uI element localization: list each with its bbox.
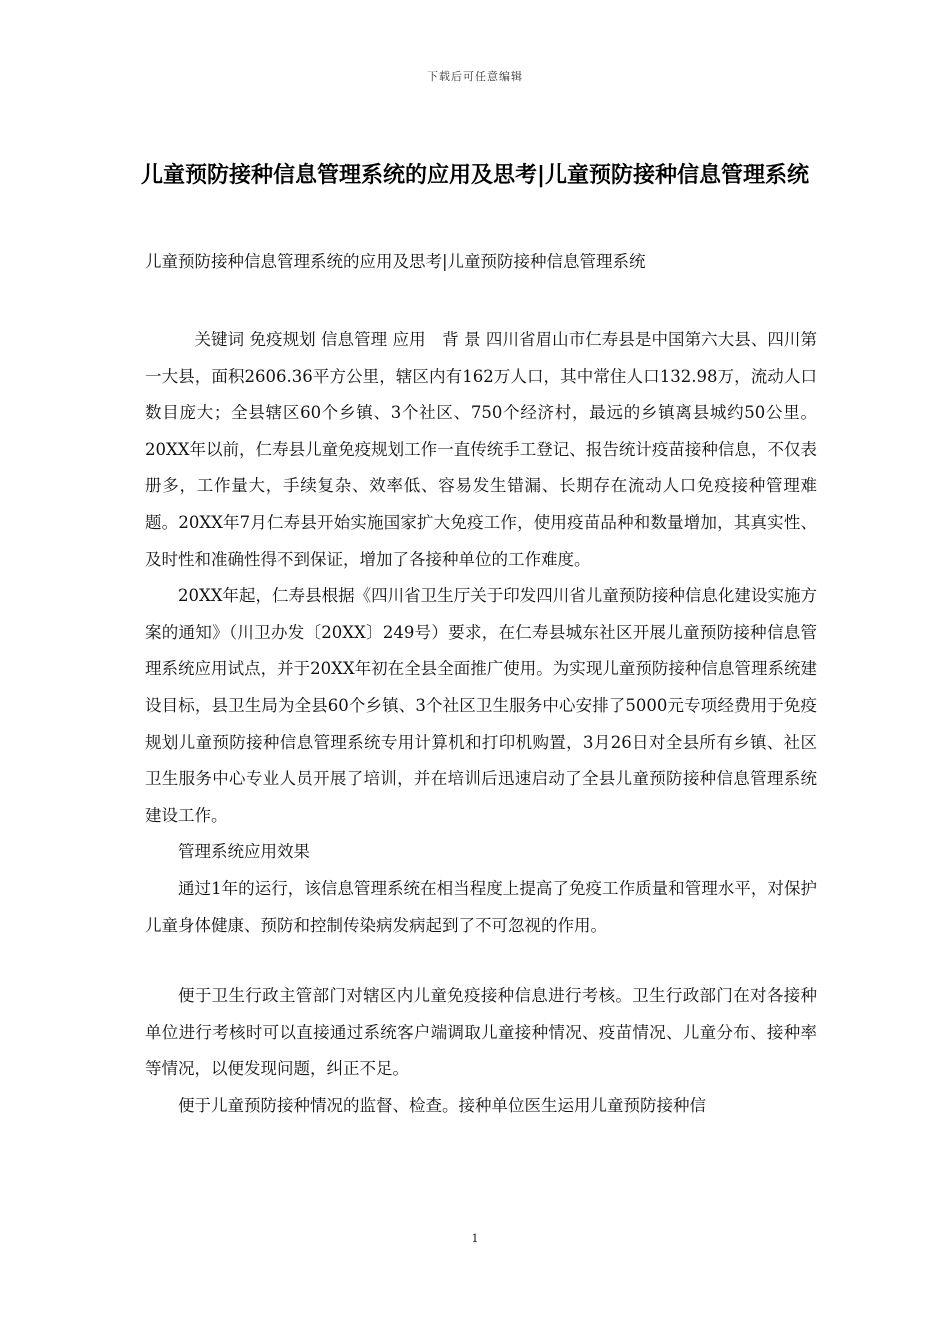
document-subtitle: 儿童预防接种信息管理系统的应用及思考|儿童预防接种信息管理系统 [145, 252, 646, 271]
paragraph-operation-result: 通过1年的运行，该信息管理系统在相当程度上提高了免疫工作质量和管理水平，对保护儿童身体健康、预防和控制传染病发病起到了不可忽视的作用。 [145, 878, 817, 935]
header-note: 下载后可任意编辑 [427, 70, 523, 83]
paragraph-assessment: 便于卫生行政主管部门对辖区内儿童免疫接种信息进行考核。卫生行政部门在对各接种单位进行考核时可以直接通过系统客户端调取儿童接种情况、疫苗情况、儿童分布、接种率等情况，以便发现问题，纠正不足。 [145, 986, 817, 1079]
page-number: 1 [471, 1232, 479, 1245]
section-heading-effects: 管理系统应用效果 [178, 842, 310, 862]
paragraph-keywords-background: 关键词 免疫规划 信息管理 应用 背 景 四川省眉山市仁寿县是中国第六大县、四川第一大县，面积2606.36平方公里，辖区内有162万人口，其中常住人口132.98万，流动人口数目庞大；全县辖区60个乡镇、3个社区、750个经济村，最远的乡镇离县城约50公里。20XX年以前，仁寿县儿童免疫规划工作一直传统手工登记、报告统计疫苗接种信息，不仅表册多，工作量大，手续复杂、效率低、容易发生错漏、长期存在流动人口免疫接种管理难题。20XX年7月仁寿县开始实施国家扩大免疫工作，使用疫苗品种和数量增加，其真实性、及时性和准确性得不到保证，增加了各接种单位的工作难度。 [145, 330, 817, 569]
document-title: 儿童预防接种信息管理系统的应用及思考|儿童预防接种信息管理系统 [140, 163, 810, 188]
paragraph-implementation: 20XX年起，仁寿县根据《四川省卫生厅关于印发四川省儿童预防接种信息化建设实施方案的通知》（川卫办发〔20XX〕249号）要求，在仁寿县城东社区开展儿童预防接种信息管理系统应用试点，并于20XX年初在全县全面推广使用。为实现儿童预防接种信息管理系统建设目标，县卫生局为全县60个乡镇、3个社区卫生服务中心安排了5000元专项经费用于免疫规划儿童预防接种信息管理系统专用计算机和打印机购置，3月26日对全县所有乡镇、社区卫生服务中心专业人员开展了培训，并在培训后迅速启动了全县儿童预防接种信息管理系统建设工作。 [145, 586, 817, 825]
paragraph-supervision: 便于儿童预防接种情况的监督、检查。接种单位医生运用儿童预防接种信 [178, 1095, 706, 1115]
document-body [145, 322, 817, 1124]
